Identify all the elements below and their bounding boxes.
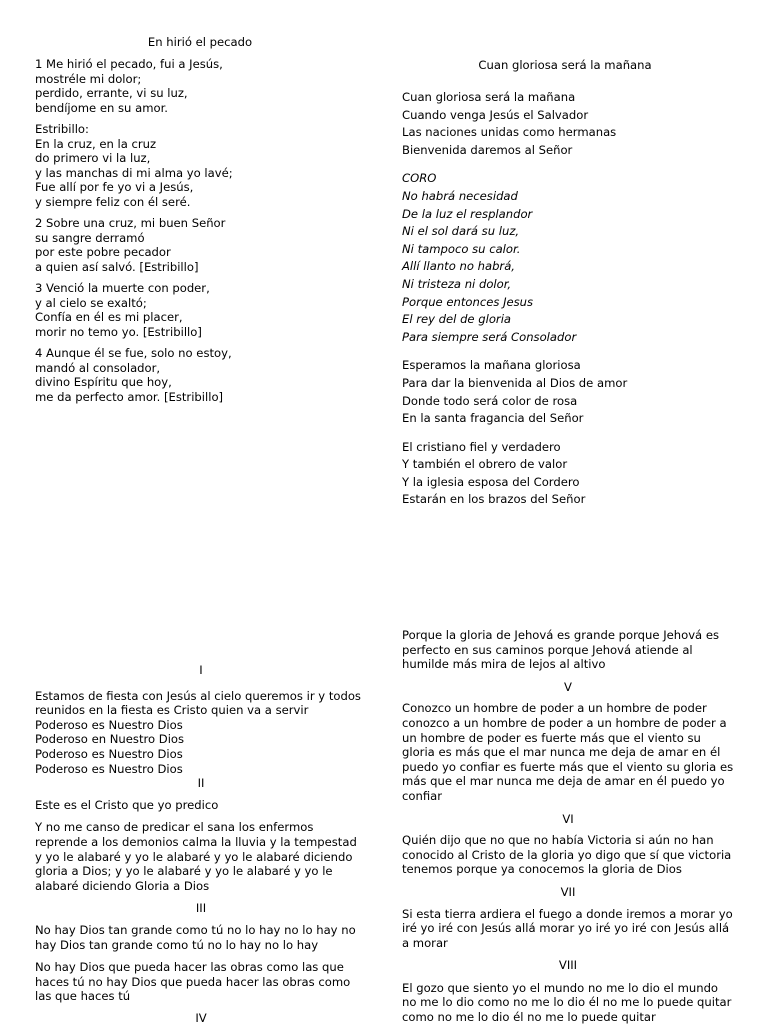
song3-text-1: No hay Dios tan grande como tú no lo hay no lo hay no hay Dios tan grande como tú no lo hay no lo hay [35, 922, 356, 952]
hymn1-stanza-4: 4 Aunque él se fue, solo no estoy, mandó al consolador, divino Espíritu que hoy, me da perfecto amor. [Estribillo] [35, 346, 232, 404]
hymn2-title: Cuan gloriosa será la mañana [478, 58, 652, 72]
song6-text: Quién dijo que no que no había Victoria si aún no han conocido al Cristo de la gloria yo digo que sí que victoria tenemos porque ya conocemos la gloria de Dios [402, 833, 732, 877]
section-numeral-7: VII [560, 884, 576, 899]
song5-text: Conozco un hombre de poder a un hombre de poder conozco a un hombre de poder a un hombre de poder a un hombre de poder es fuerte más que el viento su gloria es más que el mar nunca me deja de amar en él puedo yo confiar es fuerte más que el viento su gloria es más que el mar nunca me deja de amar en él puedo yo confiar [402, 701, 734, 803]
hymn2-body [402, 89, 742, 520]
song1-line: Poderoso es Nuestro Dios [35, 717, 183, 732]
lyric-line: Donde todo será color de rosa [402, 393, 578, 408]
lyric-line: Allí llanto no habrá, [402, 259, 515, 274]
section-numeral-5: V [564, 679, 572, 694]
lyric-line: Porque entonces Jesus [402, 294, 534, 309]
section-numeral-2: II [197, 776, 205, 791]
song1-line: Poderoso en Nuestro Dios [35, 732, 185, 747]
lyric-line: Estarán en los brazos del Señor [402, 492, 586, 507]
lyric-line: Ni tampoco su calor. [402, 241, 521, 256]
lyric-line: No habrá necesidad [402, 188, 518, 203]
section-numeral-8: VIII [558, 958, 578, 973]
song1-text: Estamos de fiesta con Jesús al cielo queremos ir y todos reunidos en la fiesta es Cristo quien va a servir [35, 688, 361, 718]
song-continuation-text: Porque la gloria de Jehová es grande porque Jehová es perfecto en sus caminos porque Jehová atiende al humilde más mira de lejos al altivo [402, 628, 720, 672]
lyric-line: De la luz el resplandor [402, 206, 533, 221]
lyric-line: El cristiano fiel y verdadero [402, 439, 561, 454]
hymn1-body [35, 57, 375, 411]
section-numeral-6: VI [562, 811, 574, 826]
lyric-line: Cuando venga Jesús el Salvador [402, 107, 589, 122]
section-numeral-3: III [195, 901, 207, 916]
hymn1-stanza-3: 3 Venció la muerte con poder, y al cielo se exaltó; Confía en él es mi placer, morir no temo yo. [Estribillo] [35, 281, 210, 339]
lyric-line: Y la iglesia esposa del Cordero [402, 474, 580, 489]
lyric-line: Y también el obrero de valor [402, 457, 568, 472]
hymn2-verse-2 [402, 357, 742, 427]
songs-left-column [35, 663, 367, 1025]
hymn1-stanza-1: 1 Me hirió el pecado, fui a Jesús, mostréle mi dolor; perdido, errante, vi su luz, bendíjome en su amor. [35, 57, 223, 115]
lyric-line: Esperamos la mañana gloriosa [402, 358, 581, 373]
lyric-line: El rey del de gloria [402, 312, 512, 327]
song2-heading: Este es el Cristo que yo predico [35, 797, 219, 812]
song8-text: El gozo que siento yo el mundo no me lo dio el mundo no me lo dio como no me lo dio él no me lo puede quitar como no me lo dio él no me lo puede quitar [402, 980, 732, 1025]
coro-heading: CORO [402, 171, 437, 186]
hymn2-verse-3 [402, 439, 742, 509]
hymn2-verse-1 [402, 89, 742, 159]
lyric-line: Las naciones unidas como hermanas [402, 125, 617, 140]
hymn2-coro [402, 170, 742, 346]
song1-line: Poderoso es Nuestro Dios [35, 761, 183, 776]
lyric-line: En la santa fragancia del Señor [402, 411, 584, 426]
songs-right-column [402, 628, 734, 1025]
section-numeral-1: I [199, 663, 203, 677]
song2-text: Y no me canso de predicar el sana los enfermos reprende a los demonios calma la lluvia y la tempestad y yo le alabaré y yo le alabaré y yo le alabaré diciendo gloria a Dios; y yo le alabaré y yo le alabaré y yo le alabaré diciendo Gloria a Dios [35, 820, 357, 893]
hymn1-chorus: Estribillo: En la cruz, en la cruz do primero vi la luz, y las manchas di mi alma yo lavé; Fue allí por fe yo vi a Jesús, y siempre feliz con él seré. [35, 122, 233, 209]
lyric-line: Ni el sol dará su luz, [402, 224, 520, 239]
song7-text: Si esta tierra ardiera el fuego a donde iremos a morar yo iré yo iré con Jesús allá morar yo iré yo iré con Jesús allá a morar [402, 906, 733, 950]
song1-line: Poderoso es Nuestro Dios [35, 746, 183, 761]
lyric-line: Para dar la bienvenida al Dios de amor [402, 375, 628, 390]
lyric-line: Cuan gloriosa será la mañana [402, 90, 576, 104]
song3-text-2: No hay Dios que pueda hacer las obras como las que haces tú no hay Dios que pueda hacer las obras como las que haces tú [35, 960, 351, 1004]
hymn1-title: En hirió el pecado [147, 35, 253, 49]
hymn1-stanza-2: 2 Sobre una cruz, mi buen Señor su sangre derramó por este pobre pecador a quien así salvó. [Estribillo] [35, 216, 226, 274]
lyric-line: Ni tristeza ni dolor, [402, 276, 512, 291]
lyric-line: Bienvenida daremos al Señor [402, 142, 573, 157]
section-numeral-4: IV [195, 1010, 207, 1025]
lyric-line: Para siempre será Consolador [402, 329, 577, 344]
